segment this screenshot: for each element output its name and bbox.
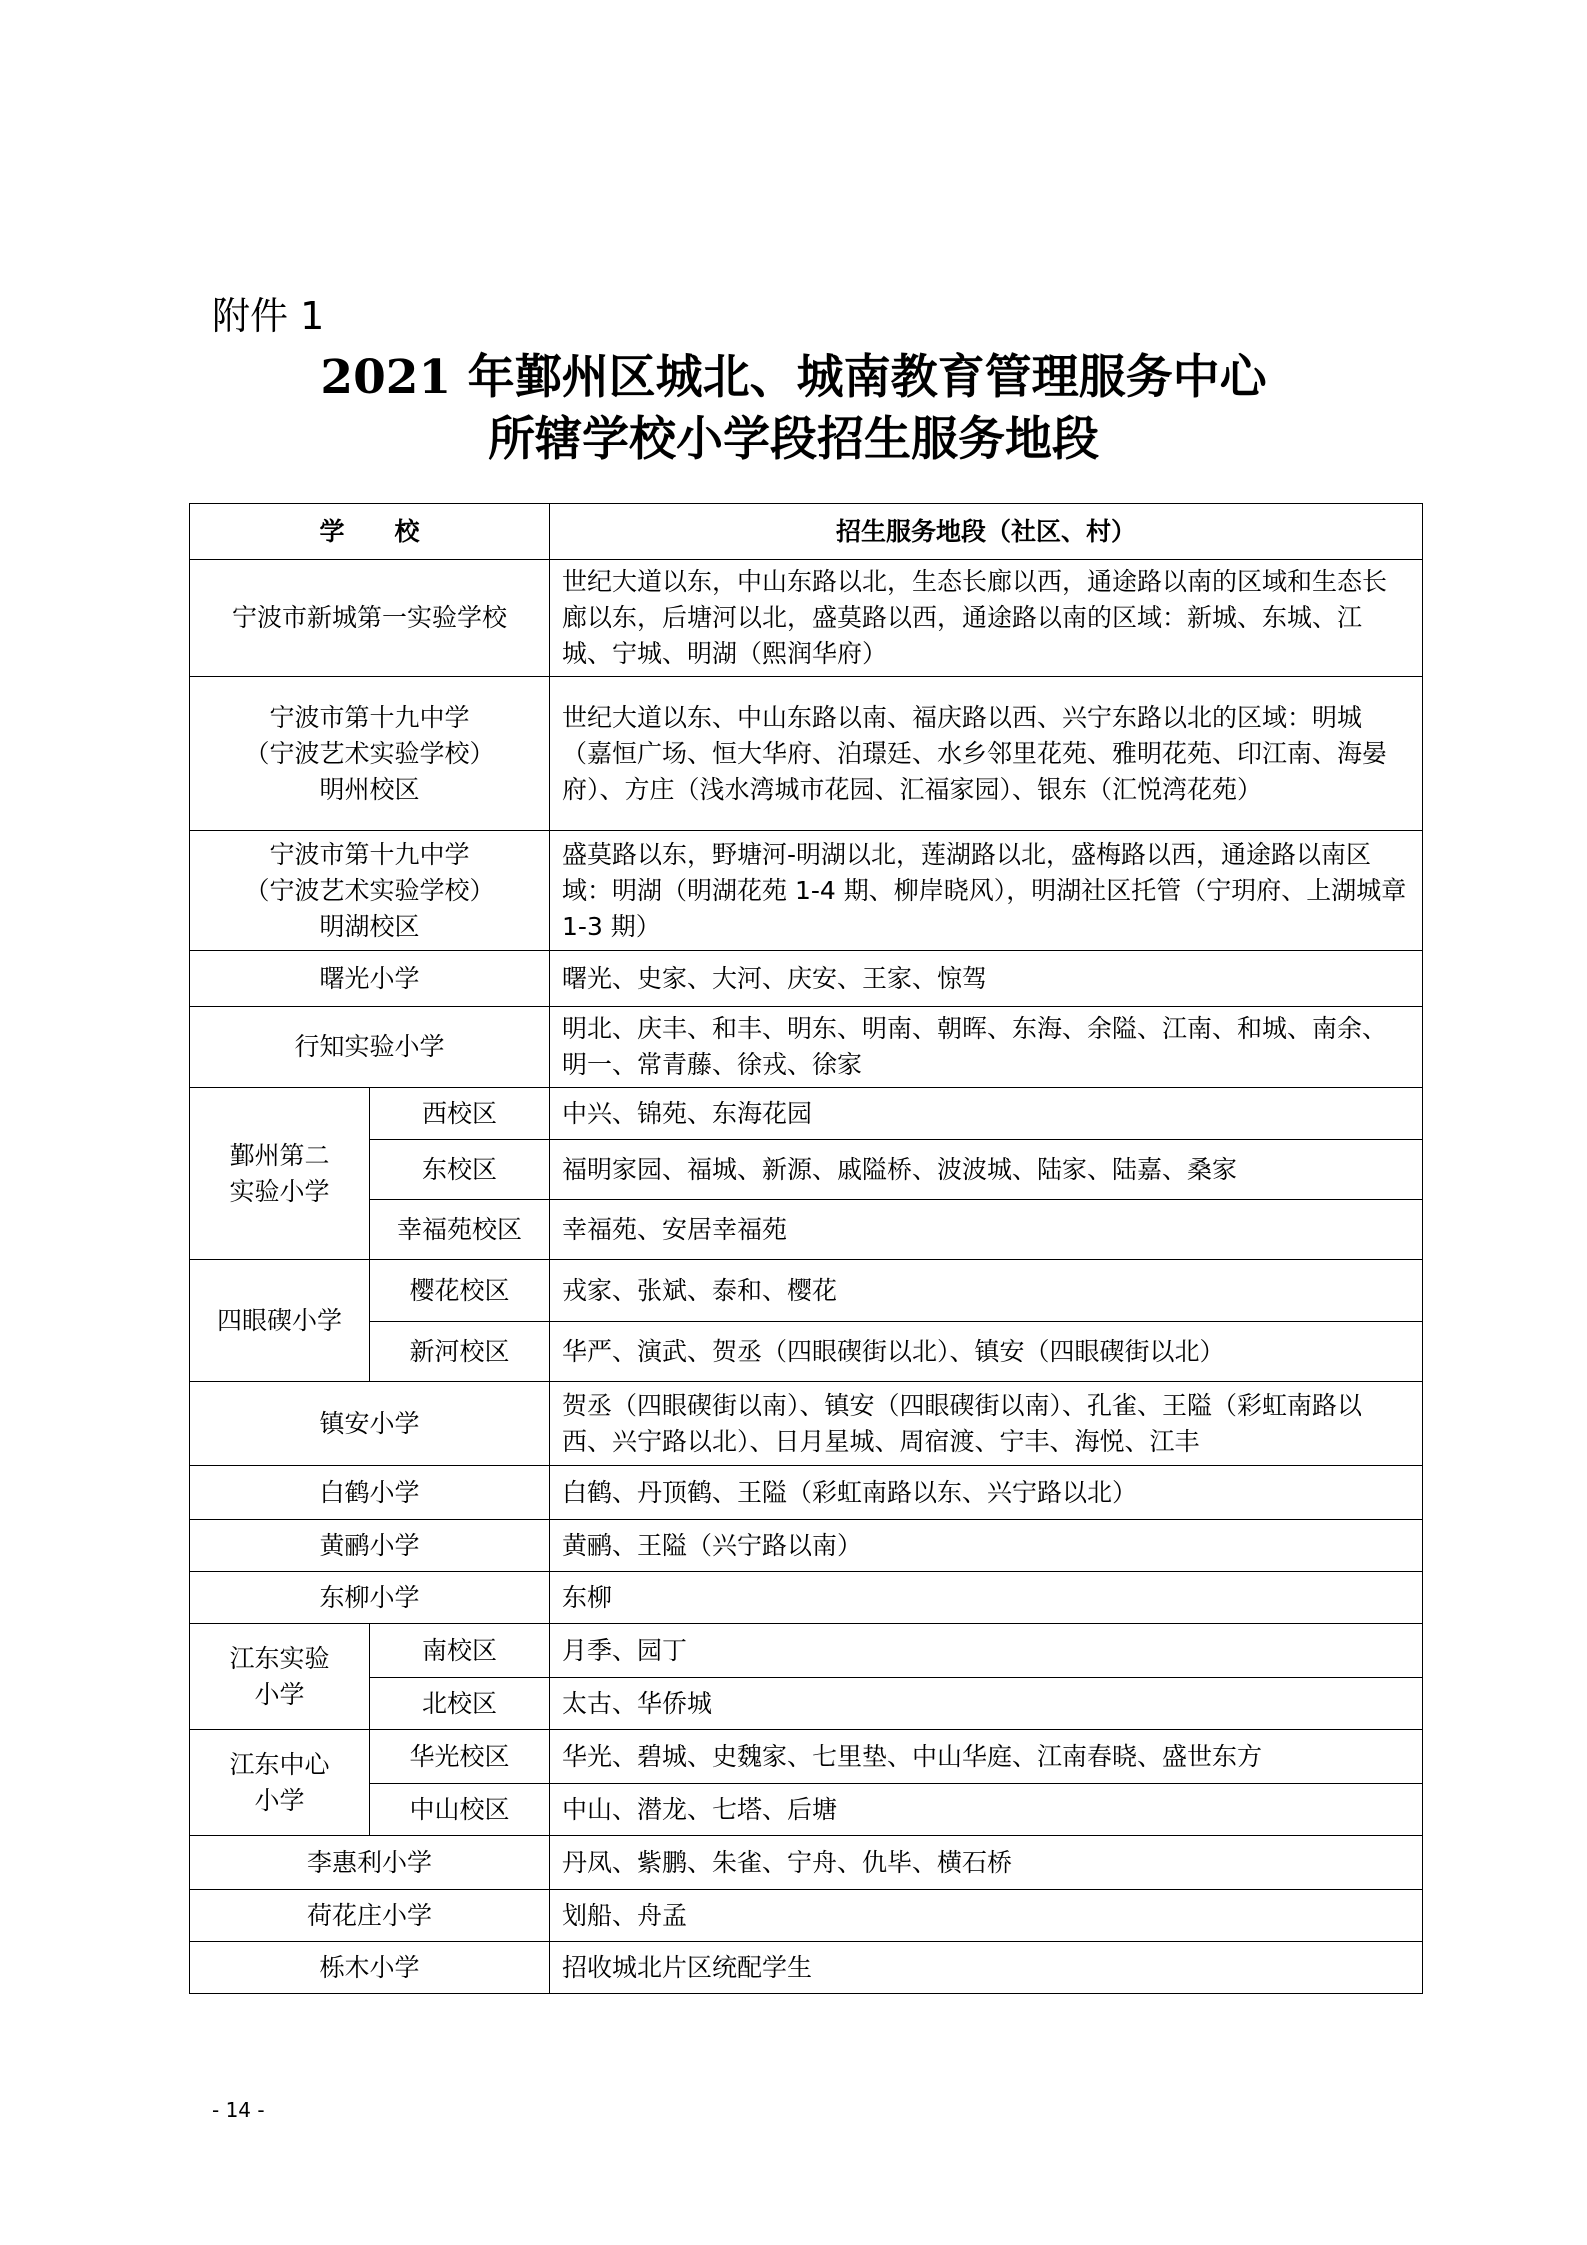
header-area: 招生服务地段（社区、村）: [550, 504, 1423, 560]
campus-name: 中山校区: [370, 1784, 550, 1836]
service-area: 福明家园、福城、新源、戚隘桥、波波城、陆家、陆嘉、桑家: [550, 1140, 1423, 1200]
service-area: 幸福苑、安居幸福苑: [550, 1200, 1423, 1260]
table-row: [190, 1200, 1423, 1260]
table-row: [190, 1007, 1423, 1088]
service-area: 曙光、史家、大河、庆安、王家、惊驾: [550, 951, 1423, 1007]
school-name: 鄞州第二 实验小学: [190, 1088, 370, 1260]
table-row: [190, 1678, 1423, 1730]
table-row: [190, 951, 1423, 1007]
service-area: 盛莫路以东，野塘河-明湖以北，莲湖路以北，盛梅路以西，通途路以南区域：明湖（明湖花苑 1-4 期、柳岸晓风），明湖社区托管（宁玥府、上湖城章 1-3 期）: [550, 831, 1423, 951]
table-row: [190, 1730, 1423, 1784]
service-area: 白鹤、丹顶鹤、王隘（彩虹南路以东、兴宁路以北）: [550, 1466, 1423, 1520]
school-name: 江东中心 小学: [190, 1730, 370, 1836]
table-row: [190, 1942, 1423, 1994]
school-name: 荷花庄小学: [190, 1890, 550, 1942]
table-row: [190, 1088, 1423, 1140]
service-area: 世纪大道以东，中山东路以北，生态长廊以西，通途路以南的区域和生态长廊以东，后塘河以北，盛莫路以西，通途路以南的区域：新城、东城、江城、宁城、明湖（熙润华府）: [550, 560, 1423, 677]
table-row: [190, 1140, 1423, 1200]
school-name: 曙光小学: [190, 951, 550, 1007]
campus-name: 新河校区: [370, 1322, 550, 1382]
table-row: [190, 1836, 1423, 1890]
table-row: [190, 1784, 1423, 1836]
campus-name: 北校区: [370, 1678, 550, 1730]
school-name: 镇安小学: [190, 1382, 550, 1466]
table-row: [190, 1624, 1423, 1678]
service-area: 太古、华侨城: [550, 1678, 1423, 1730]
table-row: [190, 1520, 1423, 1572]
school-name: 白鹤小学: [190, 1466, 550, 1520]
campus-name: 东校区: [370, 1140, 550, 1200]
service-area: 明北、庆丰、和丰、明东、明南、朝晖、东海、余隘、江南、和城、南余、明一、常青藤、徐戎、徐家: [550, 1007, 1423, 1088]
header-school: 学 校: [190, 504, 550, 560]
school-name: 李惠利小学: [190, 1836, 550, 1890]
campus-name: 西校区: [370, 1088, 550, 1140]
page-number: - 14 -: [212, 2098, 265, 2122]
service-area: 月季、园丁: [550, 1624, 1423, 1678]
service-area: 贺丞（四眼碶街以南）、镇安（四眼碶街以南）、孔雀、王隘（彩虹南路以西、兴宁路以北）、日月星城、周宿渡、宁丰、海悦、江丰: [550, 1382, 1423, 1466]
school-name: 江东实验 小学: [190, 1624, 370, 1730]
school-name: 东柳小学: [190, 1572, 550, 1624]
service-area: 划船、舟孟: [550, 1890, 1423, 1942]
school-name: 行知实验小学: [190, 1007, 550, 1088]
table-row: [190, 560, 1423, 677]
school-name: 宁波市第十九中学 （宁波艺术实验学校） 明州校区: [190, 677, 550, 831]
service-area: 华严、演武、贺丞（四眼碶街以北）、镇安（四眼碶街以北）: [550, 1322, 1423, 1382]
table-row: [190, 831, 1423, 951]
service-area: 招收城北片区统配学生: [550, 1942, 1423, 1994]
table-row: [190, 1572, 1423, 1624]
service-area: 华光、碧城、史魏家、七里垫、中山华庭、江南春晓、盛世东方: [550, 1730, 1423, 1784]
table-row: [190, 1466, 1423, 1520]
document-title-line2: 所辖学校小学段招生服务地段: [488, 412, 1099, 467]
table-row: [190, 1322, 1423, 1382]
school-name: 宁波市第十九中学 （宁波艺术实验学校） 明湖校区: [190, 831, 550, 951]
campus-name: 南校区: [370, 1624, 550, 1678]
table-row: [190, 1890, 1423, 1942]
service-area: 丹凤、紫鹏、朱雀、宁舟、仇毕、横石桥: [550, 1836, 1423, 1890]
service-area: 黄鹂、王隘（兴宁路以南）: [550, 1520, 1423, 1572]
campus-name: 华光校区: [370, 1730, 550, 1784]
school-name: 黄鹂小学: [190, 1520, 550, 1572]
attachment-label: 附件 1: [212, 294, 325, 338]
campus-name: 樱花校区: [370, 1260, 550, 1322]
table-row: [190, 1260, 1423, 1322]
school-name: 宁波市新城第一实验学校: [190, 560, 550, 677]
service-area: 世纪大道以东、中山东路以南、福庆路以西、兴宁东路以北的区域：明城（嘉恒广场、恒大华府、泊璟廷、水乡邻里花苑、雅明花苑、印江南、海晏府）、方庄（浅水湾城市花园、汇福家园）、银东（汇悦湾花苑）: [550, 677, 1423, 831]
service-area: 中兴、锦苑、东海花园: [550, 1088, 1423, 1140]
service-area: 中山、潜龙、七塔、后塘: [550, 1784, 1423, 1836]
school-name: 栎木小学: [190, 1942, 550, 1994]
table-row: [190, 1382, 1423, 1466]
service-area: 东柳: [550, 1572, 1423, 1624]
enrollment-zone-table: [189, 503, 1423, 1994]
document-title-line1: 2021 年鄞州区城北、城南教育管理服务中心: [320, 350, 1267, 405]
campus-name: 幸福苑校区: [370, 1200, 550, 1260]
table-row: [190, 677, 1423, 831]
school-name: 四眼碶小学: [190, 1260, 370, 1382]
service-area: 戎家、张斌、泰和、樱花: [550, 1260, 1423, 1322]
table-header-row: [190, 504, 1423, 560]
